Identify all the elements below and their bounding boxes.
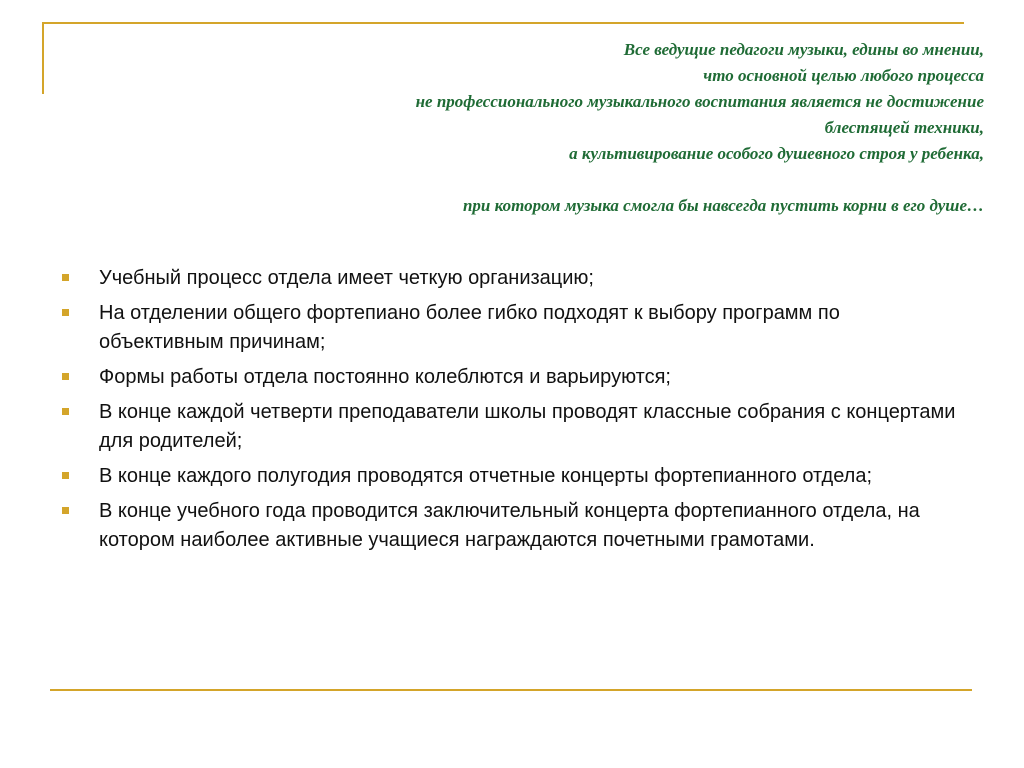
epigraph-line-4: блестящей техники, xyxy=(824,118,984,137)
square-bullet-icon xyxy=(62,472,69,479)
list-item xyxy=(60,462,960,491)
frame-bottom-line xyxy=(50,689,972,691)
list-item-text: В конце каждой четверти преподаватели школы проводят классные собрания с концертами для родителей; xyxy=(99,401,956,452)
list-item xyxy=(60,299,960,357)
frame-top-line xyxy=(42,22,964,24)
frame-left-line xyxy=(42,22,44,94)
list-item xyxy=(60,497,960,555)
square-bullet-icon xyxy=(62,309,69,316)
epigraph-quote xyxy=(104,37,984,219)
square-bullet-icon xyxy=(62,507,69,514)
list-item xyxy=(60,363,960,392)
list-item-text: В конце учебного года проводится заключительный концерта фортепианного отдела, на котором наиболее активные учащиеся награждаются почетными грамотами. xyxy=(99,500,920,551)
square-bullet-icon xyxy=(62,274,69,281)
list-item xyxy=(60,398,960,456)
square-bullet-icon xyxy=(62,408,69,415)
list-item-text: На отделении общего фортепиано более гибко подходят к выбору программ по объективным причинам; xyxy=(99,302,840,353)
list-item xyxy=(60,264,960,293)
list-item-text: Учебный процесс отдела имеет четкую организацию; xyxy=(99,267,594,289)
list-item-text: Формы работы отдела постоянно колеблются и варьируются; xyxy=(99,366,671,388)
square-bullet-icon xyxy=(62,373,69,380)
epigraph-line-1: Все ведущие педагоги музыки, едины во мнении, xyxy=(623,40,984,59)
epigraph-line-6: при котором музыка смогла бы навсегда пустить корни в его душе… xyxy=(462,196,984,215)
epigraph-line-2: что основной целью любого процесса xyxy=(703,66,984,85)
epigraph-line-3: не профессионального музыкального воспитания является не достижение xyxy=(415,92,984,111)
list-item-text: В конце каждого полугодия проводятся отчетные концерты фортепианного отдела; xyxy=(99,465,873,487)
bullet-list xyxy=(60,264,960,561)
epigraph-line-5: а культивирование особого душевного строя у ребенка, xyxy=(569,144,984,163)
